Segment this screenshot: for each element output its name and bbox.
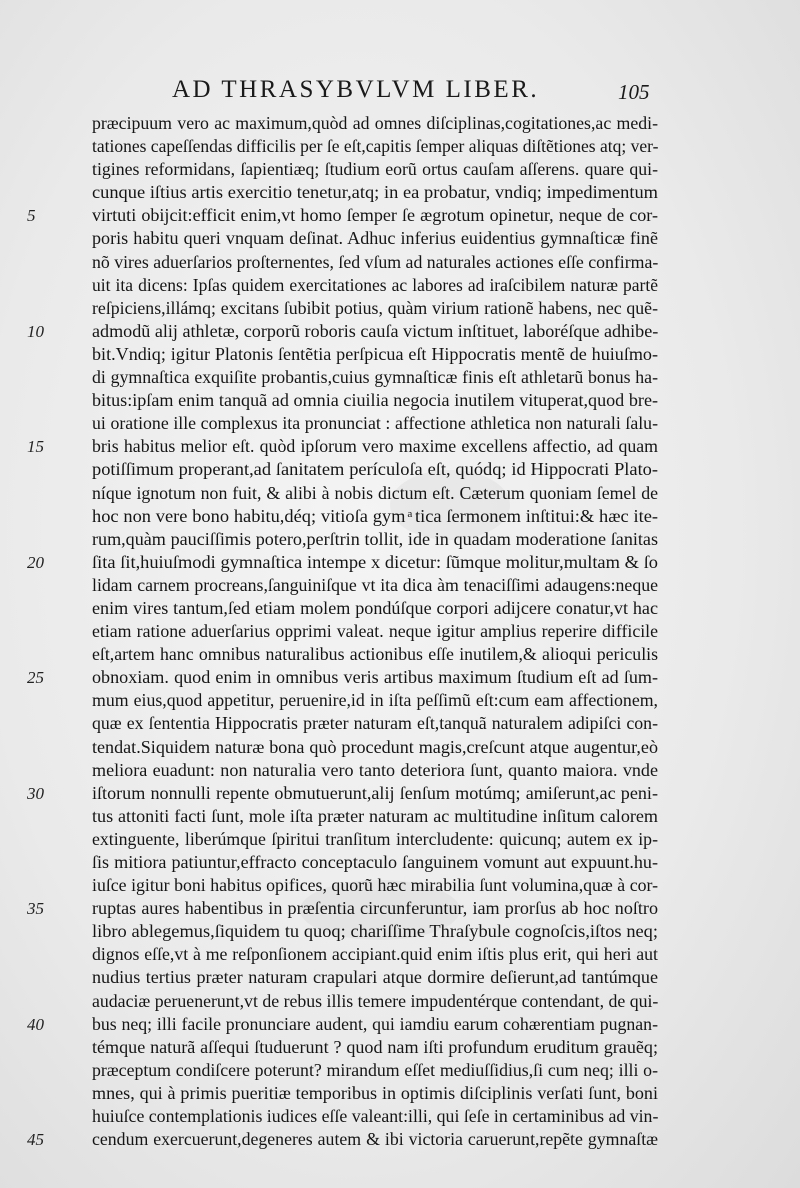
line-text: ſis mitiora patiuntur,effracto conceptaculo ſanguinem vomunt aut expuunt.hu- [92,852,658,872]
line-text: dignos eſſe,vt à me reſponſionem accipiant.quid enim iſtis plus erit, qui heri aut [92,944,658,965]
line-text: tationes capeſſendas difficilis per ſe eſt,capitis ſemper aliquas diſtẽtiones atq; ver- [92,136,658,157]
running-head: AD THRASYBVLVM LIBER. [172,76,540,103]
line-text: nõ vires aduerſarios proſternentes, ſed vſum ad naturales actiones eſſe confirma- [92,251,658,272]
line-text: libro ablegemus,ſiquidem tu quoq; chariſſime Thraſybule cognoſcis,iſtos neq; [92,921,658,942]
line-text: di gymnaſtica exquiſite probantis,cuius gymnaſticæ finis eſt athletarũ bonus ha- [92,367,658,388]
line-text: enim vires tantum,ſed etiam molem pondúſque corpori adijcere conatur,vt hac [92,597,658,618]
text-line [0,297,800,320]
text-line [0,251,800,274]
line-text: ruptas aures habentibus in præſentia circunferuntur, iam prorſus ab hoc noſtro [92,898,658,919]
line-text: præceptum condiſcere poterunt? mirandum eſſet mediuſſidius,ſi cum neq; illi o- [92,1059,658,1080]
text-line [0,666,800,689]
text-line [0,643,800,666]
line-text: cunque iſtius artis exercitio tenetur,atq; in ea probatur, vndiq; impedimentum [92,182,658,203]
line-text: quæ ex ſententia Hippocratis præter naturam eſt,tanquã naturalem adipiſci con- [92,713,658,734]
text-line [0,505,800,528]
line-text: níque ignotum non fuit, & alibi à nobis dictum eſt. Cæterum quoniam ſemel de [92,482,658,503]
line-number: 15 [27,437,44,457]
line-text: bit.Vndiq; igitur Platonis ſentẽtia perſpicua eſt Hippocratis mentẽ de huiuſmo- [92,343,658,364]
text-line [0,597,800,620]
text-line [0,274,800,297]
line-number: 35 [27,899,44,919]
text-line [0,920,800,943]
text-line [0,851,800,874]
text-line [0,528,800,551]
line-text: etiam ratione aduerſarius opprimi valeat. neque igitur amplius reperire difficile [92,621,658,642]
text-line [0,990,800,1013]
line-text: audaciæ peruenerunt,vt de rebus illis temere impudentérque contendant, de qui- [92,990,658,1011]
line-number: 30 [27,783,44,803]
text-line [0,112,800,135]
line-number: 20 [27,552,44,572]
page-header [0,76,800,106]
line-text: virtuti obijcit:efficit enim,vt homo ſemper ſe ægrotum opinetur, neque de cor- [92,205,658,226]
line-text: tus attoniti facti ſunt, mole iſta præter naturam ac multitudine inſitum calorem [92,805,658,826]
line-number: 5 [27,206,36,226]
text-line [0,1036,800,1059]
line-text: nudius tertius præter naturam crapulari atque dormire deſierunt,ad tantúmque [92,967,658,988]
line-text: rum,quàm pauciſſimis potero,perſtrin tollit, ide in quadam moderatione ſanitas [92,528,658,549]
line-text: eſt,artem hanc omnibus naturalibus actionibus eſſe inutilem,& alioqui periculis [92,644,658,665]
line-text: obnoxiam. quod enim in omnibus veris artibus maximum ſtudium eſt ad ſum- [92,667,658,688]
line-text: ui oratione ille complexus ita pronunciat : affectione athletica non naturali ſalu- [92,413,658,434]
text-line [0,966,800,989]
line-text: iſtorum nonnulli repente obmutuerunt,alij ſenſum motúmq; amiſerunt,ac peni- [92,782,658,803]
line-text: meliora euadunt: non naturalia vero tanto deteriora ſunt, quanto maiora. vnde [92,759,658,780]
text-line [0,828,800,851]
line-text: admodũ alij athletæ, corporũ roboris cauſa victum inſtituet, laboréſque adhibe- [92,320,658,341]
body-text [0,112,800,1151]
text-line [0,1059,800,1082]
line-text: poris habitu queri vnquam deſinat. Adhuc inferius euidentius gymnaſticæ finẽ [92,228,658,249]
text-line [0,1105,800,1128]
text-line [0,482,800,505]
line-text: huiuſce contemplationis iudices eſſe valeant:illi, qui ſeſe in certaminibus ad vin- [92,1106,658,1127]
line-text: lidam carnem procreans,ſanguiniſque vt ita dica àm tenaciſſimi adaugens:neque [92,574,658,595]
text-line [0,782,800,805]
text-line [0,689,800,712]
text-line [0,412,800,435]
line-text: mnes, qui à primis pueritiæ temporibus in optimis diſciplinis verſati ſunt, boni [92,1082,658,1103]
line-text: uit ita dicens: Ipſas quidem exercitationes ac labores ad iraſcibilem naturæ partẽ [92,274,658,295]
line-number: 10 [27,321,44,341]
text-line [0,458,800,481]
text-line [0,574,800,597]
text-line [0,1013,800,1036]
text-line [0,181,800,204]
text-line [0,620,800,643]
text-line [0,158,800,181]
line-text: cendum exercuerunt,degeneres autem & ibi victoria caruerunt,repẽte gymnaſtæ [92,1129,658,1150]
line-text: mum eius,quod appetitur, peruenire,id in iſta peſſimũ eſt:cum eam affectionem, [92,690,658,711]
text-line [0,943,800,966]
line-number: 25 [27,668,44,688]
text-line [0,1082,800,1105]
line-text: tendat.Siquidem naturæ bona quò procedunt magis,creſcunt atque augentur,eò [92,736,658,757]
text-line [0,551,800,574]
text-line [0,366,800,389]
line-text: præcipuum vero ac maximum,quòd ad omnes diſciplinas,cogitationes,ac medi- [92,113,658,133]
text-line [0,435,800,458]
folio-number: 105 [618,80,650,104]
text-line [0,805,800,828]
text-line [0,874,800,897]
text-line [0,227,800,250]
line-text: potiſſimum properant,ad ſanitatem perículoſa eſt, quódq; id Hippocrati Plato- [92,459,658,480]
line-text: témque naturã aſſequi ſtuduerunt ? quod nam iſti profundum eruditum grauẽq; [92,1036,658,1057]
text-line [0,343,800,366]
line-text: bus neq; illi facile pronunciare audent, qui iamdiu earum cohærentiam pugnan- [92,1013,658,1034]
line-text: tigines reformidans, ſapientiæq; ſtudium eorũ ortus cauſam aſſerens. quare qui- [92,159,658,180]
line-text: reſpiciens,illámq; excitans ſubibit potius, quàm virium rationẽ habens, nec quẽ- [92,297,658,318]
text-line [0,1128,800,1151]
text-line [0,736,800,759]
line-text: bris habitus melior eſt. quòd ipſorum vero maxime excellens affectio, ad quam [92,436,658,457]
line-text: bitus:ipſam enim tanquã ad omnia ciuilia negocia inutilem vituperat,quod bre- [92,390,658,411]
line-number: 45 [27,1130,44,1150]
line-text: extinguente, liberúmque ſpiritui tranſitum intercludente: quicunq; autem ex ip- [92,828,658,849]
text-line [0,389,800,412]
line-number: 40 [27,1014,44,1034]
text-line [0,897,800,920]
line-text: ſita ſit,huiuſmodi gymnaſtica intempe x dicetur: ſũmque molitur,multam & ſo [92,551,658,572]
text-line [0,759,800,782]
text-line [0,712,800,735]
text-line [0,320,800,343]
line-text: iuſce igitur boni habitus opifices, quorũ hæc mirabilia ſunt volumina,quæ à cor- [92,875,658,896]
line-text: hoc non vere bono habitu,déq; vitioſa gym ͣ tica ſermonem inſtitui:& hæc ite- [92,505,658,526]
text-line [0,204,800,227]
text-line [0,135,800,158]
